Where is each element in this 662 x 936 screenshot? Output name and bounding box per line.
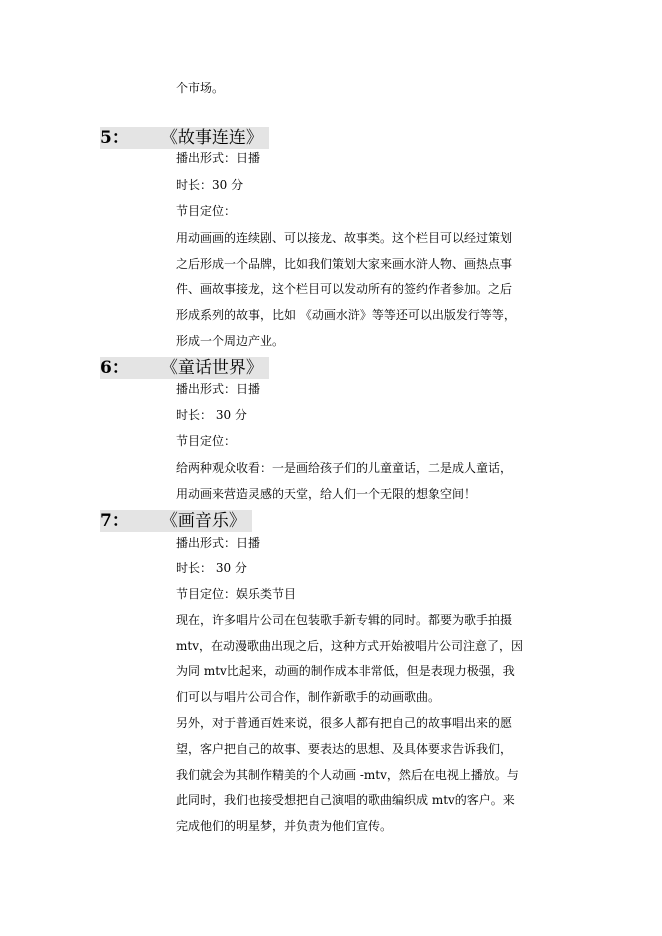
section-7-body-line: 们可以与唱片公司合作，制作新歌手的动画歌曲。 [176, 690, 441, 704]
section-7-heading [100, 510, 252, 532]
section-6-positioning: 节目定位： [176, 434, 237, 448]
section-5-duration: 时长：30 分 [176, 178, 244, 192]
section-6-heading [100, 357, 269, 379]
section-7-format: 播出形式：日播 [176, 536, 261, 550]
section-5-body-line: 用动画画的连续剧、可以接龙、故事类。这个栏目可以经过策划 [176, 231, 513, 245]
section-5-body-line: 之后形成一个品牌，比如我们策划大家来画水浒人物、画热点事 [176, 257, 513, 271]
section-5-heading [100, 127, 269, 149]
section-7-body-line: 望，客户把自己的故事、要表达的思想、及具体要求告诉我们， [176, 742, 513, 756]
section-7-body-line: 完成他们的明星梦，并负责为他们宣传。 [176, 819, 393, 833]
intro-text: 个市场。 [176, 81, 225, 95]
section-title: 《故事连连》 [160, 128, 263, 148]
section-title: 《画音乐》 [160, 511, 246, 531]
section-5-body-line: 形成系列的故事，比如 《动画水浒》等等还可以出版发行等等， [176, 308, 516, 322]
section-title: 《童话世界》 [160, 358, 263, 378]
section-6-duration: 时长： 30 分 [176, 408, 247, 422]
section-6-format: 播出形式：日播 [176, 382, 261, 396]
section-7-body-line: 此同时，我们也接受想把自己演唱的歌曲编织成 mtv的客户。来 [176, 793, 515, 807]
section-7-body-line: mtv，在动漫歌曲出现之后，这种方式开始被唱片公司注意了，因 [176, 639, 523, 653]
section-number: 6： [100, 358, 129, 378]
section-5-positioning: 节目定位： [176, 204, 237, 218]
section-7-body-line: 另外，对于普通百姓来说，很多人都有把自己的故事唱出来的愿 [176, 716, 513, 730]
section-6-body-line: 给两种观众收看：一是画给孩子们的儿童童话，二是成人童话， [176, 461, 513, 475]
section-6-body-line: 用动画来营造灵感的天堂，给人们一个无限的想象空间！ [176, 487, 477, 501]
section-5-format: 播出形式：日播 [176, 151, 261, 165]
section-number: 5： [100, 128, 129, 148]
section-7-positioning: 节目定位：娱乐类节目 [176, 587, 297, 601]
section-5-body-line: 件、画故事接龙，这个栏目可以发动所有的签约作者参加。之后 [176, 282, 513, 296]
section-7-duration: 时长： 30 分 [176, 561, 247, 575]
section-7-body-line: 我们就会为其制作精美的个人动画 -mtv，然后在电视上播放。与 [176, 768, 519, 782]
section-number: 7： [100, 511, 129, 531]
section-7-body-line: 现在，许多唱片公司在包装歌手新专辑的同时。都要为歌手拍摄 [176, 613, 513, 627]
section-5-body-line: 形成一个周边产业。 [176, 334, 285, 348]
section-7-body-line: 为同 mtv比起来，动画的制作成本非常低，但是表现力极强，我 [176, 664, 515, 678]
